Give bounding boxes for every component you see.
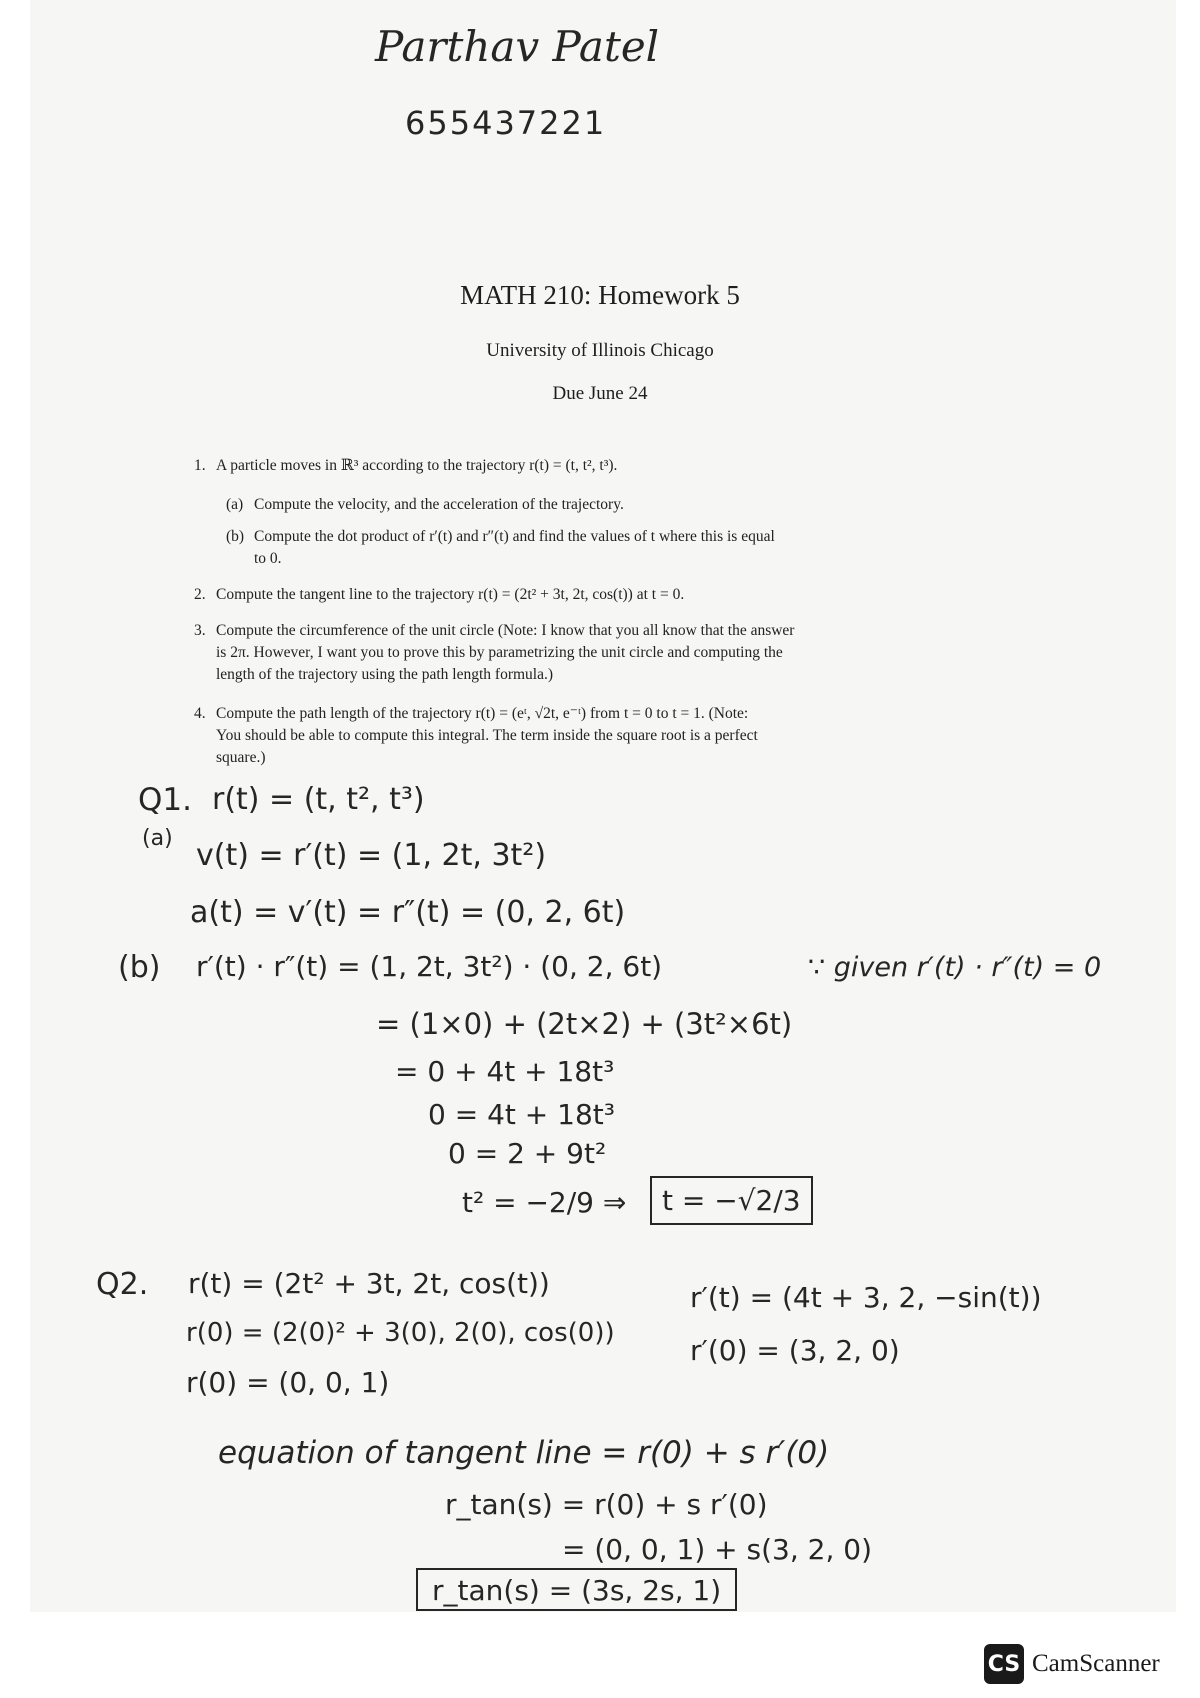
- problem-1a-text: Compute the velocity, and the acceleration of the trajectory.: [254, 496, 624, 513]
- q2-r0: r(0) = (0, 0, 1): [186, 1366, 390, 1399]
- q2-label: Q2.: [96, 1267, 149, 1302]
- problem-4-line-3: square.): [216, 749, 266, 766]
- student-id: 655437221: [405, 104, 607, 142]
- problem-3-line-3: length of the trajectory using the path length formula.): [216, 666, 554, 683]
- q2-derivative: r′(t) = (4t + 3, 2, −sin(t)): [690, 1281, 1042, 1314]
- problem-1b-line-1: Compute the dot product of r′(t) and r″(t) and find the values of t where this is equal: [254, 528, 775, 545]
- q1b-given: ∵ given r′(t) · r″(t) = 0: [808, 952, 1102, 983]
- q2-r0-substitution: r(0) = (2(0)² + 3(0), 2(0), cos(0)): [186, 1318, 615, 1348]
- student-name: Parthav Patel: [375, 22, 660, 71]
- problem-4-line-1: Compute the path length of the trajectory r(t) = (eᵗ, √2t, e⁻ᵗ) from t = 0 to t = 1. (Note:: [216, 705, 749, 722]
- q1b-step-3: 0 = 4t + 18t³: [428, 1098, 615, 1131]
- problem-1a: [226, 494, 934, 516]
- problem-1a-label: (a): [226, 496, 244, 513]
- q1a-velocity: v(t) = r′(t) = (1, 2t, 3t²): [196, 838, 547, 873]
- q2-trajectory: r(t) = (2t² + 3t, 2t, cos(t)): [188, 1267, 550, 1300]
- camscanner-logo: CS: [984, 1644, 1024, 1684]
- university-name: University of Illinois Chicago: [486, 340, 714, 361]
- q1b-step-4: 0 = 2 + 9t²: [448, 1137, 607, 1170]
- q1b-dot-product: r′(t) · r″(t) = (1, 2t, 3t²) · (0, 2, 6t): [196, 950, 663, 983]
- problem-4-number: 4.: [194, 705, 206, 722]
- q1-trajectory: r(t) = (t, t², t³): [212, 782, 425, 817]
- problem-1-number: 1.: [194, 457, 206, 474]
- problem-2-number: 2.: [194, 586, 206, 603]
- course-title: MATH 210: Homework 5: [460, 280, 740, 310]
- q1b-step-1: = (1×0) + (2t×2) + (3t²×6t): [376, 1007, 793, 1041]
- q1b-step-2: = 0 + 4t + 18t³: [395, 1055, 615, 1088]
- problem-1-text: A particle moves in ℝ³ according to the trajectory r(t) = (t, t², t³).: [216, 457, 618, 474]
- due-date: Due June 24: [552, 383, 648, 404]
- problem-4-line-2: You should be able to compute this integral. The term inside the square root is a perfect: [216, 727, 758, 744]
- problem-3-number: 3.: [194, 622, 206, 639]
- q2-rtan-formula: r_tan(s) = r(0) + s r′(0): [445, 1488, 768, 1521]
- q1b-label: (b): [118, 950, 161, 985]
- q2-final-answer-box: r_tan(s) = (3s, 2s, 1): [416, 1568, 737, 1611]
- problem-1: [194, 455, 936, 477]
- q2-derivative-at-0: r′(0) = (3, 2, 0): [690, 1334, 900, 1367]
- q1b-answer-box: t = −√2/3: [650, 1176, 813, 1225]
- problem-1b-label: (b): [226, 528, 245, 545]
- problem-3: [194, 620, 946, 686]
- q1a-label: (a): [142, 826, 173, 851]
- problem-2: [194, 584, 936, 606]
- q2-rtan-substituted: = (0, 0, 1) + s(3, 2, 0): [562, 1533, 872, 1566]
- problem-1b-line-2: to 0.: [254, 550, 282, 567]
- q1b-step-5: t² = −2/9 ⇒: [462, 1186, 627, 1219]
- q2-tangent-equation: equation of tangent line = r(0) + s r′(0): [218, 1435, 830, 1471]
- problem-3-line-1: Compute the circumference of the unit circle (Note: I know that you all know that the answer: [216, 622, 795, 639]
- camscanner-name: CamScanner: [1032, 1650, 1160, 1677]
- problem-1b: [226, 526, 944, 570]
- problem-4: [194, 703, 946, 769]
- problem-3-line-2: is 2π. However, I want you to prove this by parametrizing the unit circle and computing the: [216, 644, 783, 661]
- q1-label: Q1.: [138, 782, 192, 818]
- q1a-acceleration: a(t) = v′(t) = r″(t) = (0, 2, 6t): [190, 895, 626, 930]
- problem-2-text: Compute the tangent line to the trajectory r(t) = (2t² + 3t, 2t, cos(t)) at t = 0.: [216, 586, 685, 603]
